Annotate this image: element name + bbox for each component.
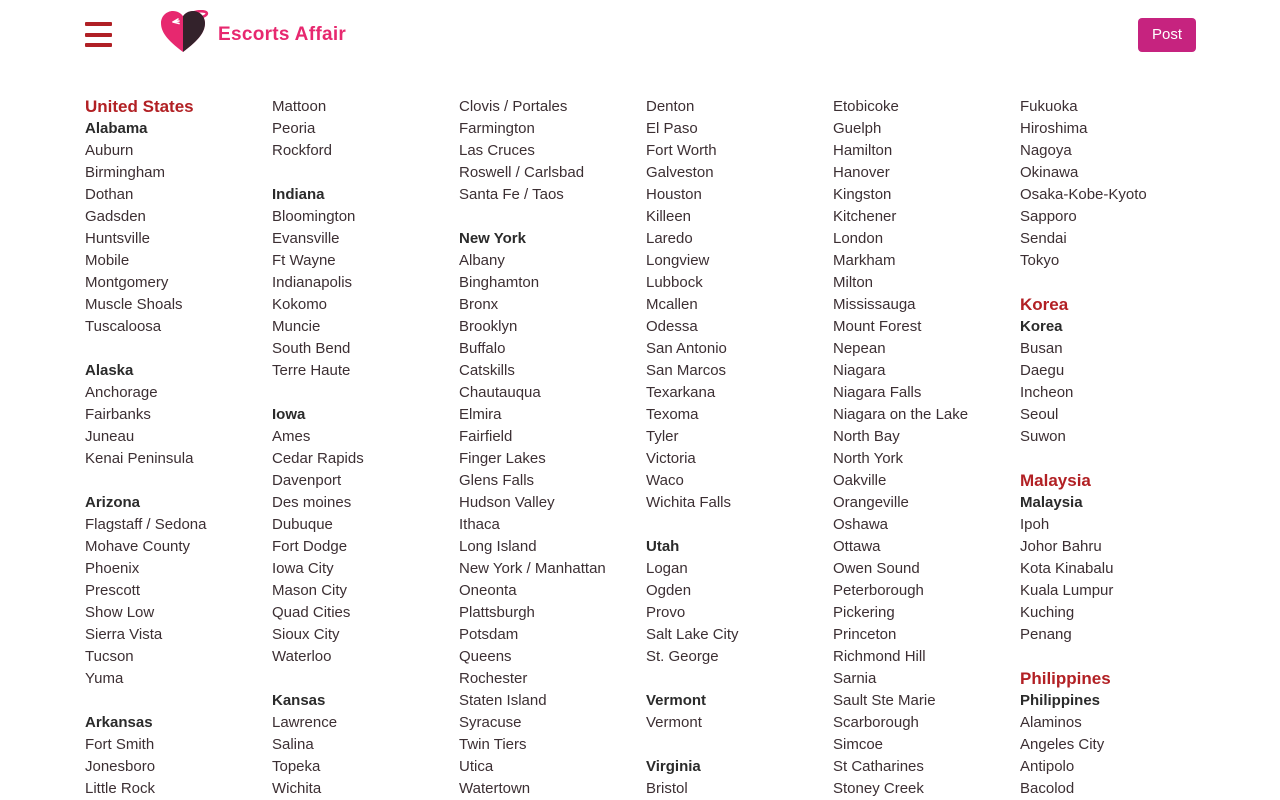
city-link[interactable]: Daegu: [1020, 362, 1065, 379]
city-link[interactable]: Dothan: [85, 186, 134, 203]
directory-column: [1020, 96, 1207, 800]
city-link[interactable]: Oshawa: [833, 516, 889, 533]
city-link[interactable]: Watertown: [459, 780, 531, 797]
city-link[interactable]: Fukuoka: [1020, 98, 1078, 115]
city-link[interactable]: Yuma: [85, 670, 124, 687]
city-link[interactable]: Catskills: [459, 362, 515, 379]
city-link[interactable]: Fort Worth: [646, 142, 717, 159]
city-link[interactable]: Hanover: [833, 164, 890, 181]
city-link[interactable]: Iowa City: [272, 560, 334, 577]
city-link[interactable]: Peoria: [272, 120, 316, 137]
city-link[interactable]: Binghamton: [459, 274, 540, 291]
city-link[interactable]: Fairfield: [459, 428, 513, 445]
city-link[interactable]: Birmingham: [85, 164, 166, 181]
city-link[interactable]: Dubuque: [272, 516, 333, 533]
city-link[interactable]: Ames: [272, 428, 311, 445]
city-link[interactable]: Hiroshima: [1020, 120, 1088, 137]
city-link[interactable]: Fairbanks: [85, 406, 151, 423]
city-link[interactable]: St. George: [646, 648, 719, 665]
city-link[interactable]: Muscle Shoals: [85, 296, 183, 313]
city-link[interactable]: Davenport: [272, 472, 342, 489]
city-link[interactable]: Kokomo: [272, 296, 328, 313]
directory-column: [833, 96, 1020, 800]
city-link[interactable]: Markham: [833, 252, 896, 269]
location-group: [646, 756, 833, 800]
location-group: [1020, 668, 1207, 800]
city-link[interactable]: Huntsville: [85, 230, 151, 247]
state-header-link[interactable]: Indiana: [272, 186, 325, 203]
city-link[interactable]: Sierra Vista: [85, 626, 163, 643]
state-header-link[interactable]: Malaysia: [1020, 494, 1083, 511]
city-link[interactable]: Elmira: [459, 406, 502, 423]
city-link[interactable]: Waterloo: [272, 648, 332, 665]
city-link[interactable]: Lubbock: [646, 274, 703, 291]
city-link[interactable]: Victoria: [646, 450, 696, 467]
state-header-link[interactable]: Utah: [646, 538, 680, 555]
city-link[interactable]: London: [833, 230, 884, 247]
city-link[interactable]: North Bay: [833, 428, 900, 445]
city-link[interactable]: Farmington: [459, 120, 535, 137]
location-group: [272, 184, 459, 382]
city-link[interactable]: Show Low: [85, 604, 155, 621]
city-link[interactable]: Provo: [646, 604, 686, 621]
city-link[interactable]: Oneonta: [459, 582, 517, 599]
city-link[interactable]: Mobile: [85, 252, 130, 269]
location-group: [833, 96, 1020, 800]
city-link[interactable]: Tyler: [646, 428, 679, 445]
city-link[interactable]: North York: [833, 450, 904, 467]
city-link[interactable]: Bacolod: [1020, 780, 1075, 797]
city-link[interactable]: Glens Falls: [459, 472, 535, 489]
state-header-link[interactable]: New York: [459, 230, 526, 247]
top-bar: [0, 0, 1280, 52]
city-link[interactable]: Logan: [646, 560, 688, 577]
city-link[interactable]: Cedar Rapids: [272, 450, 364, 467]
city-link[interactable]: Etobicoke: [833, 98, 899, 115]
country-header-link[interactable]: United States: [85, 97, 194, 116]
location-group: [459, 96, 646, 206]
city-link[interactable]: Fort Dodge: [272, 538, 348, 555]
city-link[interactable]: Killeen: [646, 208, 692, 225]
city-link[interactable]: Sarnia: [833, 670, 877, 687]
city-link[interactable]: Twin Tiers: [459, 736, 527, 753]
city-link[interactable]: El Paso: [646, 120, 698, 137]
city-link[interactable]: Tucson: [85, 648, 134, 665]
city-link[interactable]: Mohave County: [85, 538, 191, 555]
city-link[interactable]: Longview: [646, 252, 710, 269]
location-group: [85, 712, 272, 800]
city-link[interactable]: San Antonio: [646, 340, 727, 357]
city-link[interactable]: Mcallen: [646, 296, 698, 313]
location-group: [272, 404, 459, 668]
city-link[interactable]: Long Island: [459, 538, 537, 555]
city-link[interactable]: Sault Ste Marie: [833, 692, 936, 709]
city-link[interactable]: South Bend: [272, 340, 351, 357]
city-link[interactable]: Penang: [1020, 626, 1072, 643]
city-link[interactable]: Topeka: [272, 758, 321, 775]
city-link[interactable]: Potsdam: [459, 626, 519, 643]
city-link[interactable]: Scarborough: [833, 714, 919, 731]
city-link[interactable]: Des moines: [272, 494, 352, 511]
city-link[interactable]: Peterborough: [833, 582, 924, 599]
hamburger-icon[interactable]: [85, 22, 112, 47]
country-header-link[interactable]: Philippines: [1020, 669, 1111, 688]
city-link[interactable]: Laredo: [646, 230, 693, 247]
location-group: [646, 96, 833, 514]
location-group: [646, 536, 833, 668]
location-group: [1020, 96, 1207, 272]
city-link[interactable]: Ft Wayne: [272, 252, 336, 269]
city-link[interactable]: Ottawa: [833, 538, 881, 555]
city-link[interactable]: Bloomington: [272, 208, 356, 225]
city-link[interactable]: Little Rock: [85, 780, 156, 797]
city-link[interactable]: Prescott: [85, 582, 141, 599]
city-link[interactable]: Plattsburgh: [459, 604, 535, 621]
state-header-link[interactable]: Philippines: [1020, 692, 1101, 709]
city-link[interactable]: Niagara on the Lake: [833, 406, 969, 423]
city-link[interactable]: Simcoe: [833, 736, 884, 753]
city-link[interactable]: Las Cruces: [459, 142, 535, 159]
city-link[interactable]: Ogden: [646, 582, 692, 599]
main-content: [0, 52, 1280, 800]
location-group: [85, 360, 272, 470]
city-link[interactable]: Mattoon: [272, 98, 327, 115]
city-link[interactable]: Richmond Hill: [833, 648, 926, 665]
city-link[interactable]: Evansville: [272, 230, 340, 247]
brand-logo[interactable]: [159, 10, 346, 59]
city-link[interactable]: Kota Kinabalu: [1020, 560, 1114, 577]
city-link[interactable]: Lawrence: [272, 714, 338, 731]
location-group: [646, 690, 833, 734]
city-link[interactable]: Nepean: [833, 340, 886, 357]
location-group: [85, 96, 272, 338]
city-link[interactable]: Utica: [459, 758, 494, 775]
city-link[interactable]: Indianapolis: [272, 274, 353, 291]
city-link[interactable]: Alaminos: [1020, 714, 1082, 731]
city-link[interactable]: Houston: [646, 186, 702, 203]
country-header-link[interactable]: Malaysia: [1020, 471, 1091, 490]
city-link[interactable]: Quad Cities: [272, 604, 351, 621]
country-header-link[interactable]: Korea: [1020, 295, 1069, 314]
state-header-link[interactable]: Vermont: [646, 692, 707, 709]
city-link[interactable]: Muncie: [272, 318, 321, 335]
city-link[interactable]: Jonesboro: [85, 758, 156, 775]
city-link[interactable]: Galveston: [646, 164, 714, 181]
city-link[interactable]: Hamilton: [833, 142, 893, 159]
city-link[interactable]: San Marcos: [646, 362, 727, 379]
city-link[interactable]: Queens: [459, 648, 512, 665]
city-link[interactable]: Sapporo: [1020, 208, 1077, 225]
city-link[interactable]: Santa Fe / Taos: [459, 186, 564, 203]
city-link[interactable]: Rockford: [272, 142, 333, 159]
city-link[interactable]: Tokyo: [1020, 252, 1060, 269]
city-link[interactable]: Terre Haute: [272, 362, 351, 379]
state-header-link[interactable]: Arkansas: [85, 714, 153, 731]
city-link[interactable]: Tuscaloosa: [85, 318, 162, 335]
city-link[interactable]: Johor Bahru: [1020, 538, 1102, 555]
city-link[interactable]: Brooklyn: [459, 318, 518, 335]
city-link[interactable]: Orangeville: [833, 494, 909, 511]
city-link[interactable]: Juneau: [85, 428, 135, 445]
city-link[interactable]: Nagoya: [1020, 142, 1072, 159]
city-link[interactable]: Syracuse: [459, 714, 522, 731]
city-link[interactable]: Ipoh: [1020, 516, 1050, 533]
city-link[interactable]: Waco: [646, 472, 684, 489]
city-link[interactable]: Incheon: [1020, 384, 1074, 401]
city-link[interactable]: Wichita Falls: [646, 494, 732, 511]
city-link[interactable]: Roswell / Carlsbad: [459, 164, 585, 181]
city-link[interactable]: Kuala Lumpur: [1020, 582, 1114, 599]
hamburger-bar: [85, 33, 112, 37]
city-link[interactable]: Niagara Falls: [833, 384, 922, 401]
location-group: [459, 228, 646, 800]
city-link[interactable]: Denton: [646, 98, 695, 115]
city-link[interactable]: Kitchener: [833, 208, 897, 225]
state-header-link[interactable]: Korea: [1020, 318, 1063, 335]
directory-column: [272, 96, 459, 800]
city-link[interactable]: Bronx: [459, 296, 499, 313]
directory-column: [459, 96, 646, 800]
hamburger-bar: [85, 43, 112, 47]
state-header-link[interactable]: Virginia: [646, 758, 701, 775]
city-link[interactable]: Niagara: [833, 362, 886, 379]
state-header-link[interactable]: Iowa: [272, 406, 306, 423]
city-link[interactable]: Bristol: [646, 780, 688, 797]
state-header-link[interactable]: Arizona: [85, 494, 141, 511]
city-link[interactable]: Seoul: [1020, 406, 1059, 423]
city-link[interactable]: Rochester: [459, 670, 528, 687]
state-header-link[interactable]: Alaska: [85, 362, 134, 379]
city-link[interactable]: Hudson Valley: [459, 494, 555, 511]
city-link[interactable]: Milton: [833, 274, 874, 291]
city-link[interactable]: St Catharines: [833, 758, 924, 775]
city-link[interactable]: Salt Lake City: [646, 626, 739, 643]
city-link[interactable]: Sioux City: [272, 626, 340, 643]
city-link[interactable]: Fort Smith: [85, 736, 155, 753]
city-link[interactable]: Owen Sound: [833, 560, 920, 577]
city-link[interactable]: Princeton: [833, 626, 897, 643]
city-link[interactable]: Flagstaff / Sedona: [85, 516, 207, 533]
city-link[interactable]: Suwon: [1020, 428, 1066, 445]
city-link[interactable]: Chautauqua: [459, 384, 541, 401]
directory-column: [85, 96, 272, 800]
city-link[interactable]: Gadsden: [85, 208, 146, 225]
heart-logo-icon: [159, 10, 211, 59]
location-group: [1020, 294, 1207, 448]
city-link[interactable]: Texarkana: [646, 384, 716, 401]
city-link[interactable]: Staten Island: [459, 692, 547, 709]
post-button[interactable]: Post: [1138, 18, 1196, 52]
city-link[interactable]: Ithaca: [459, 516, 500, 533]
city-link[interactable]: Angeles City: [1020, 736, 1105, 753]
city-link[interactable]: Oakville: [833, 472, 887, 489]
city-link[interactable]: Odessa: [646, 318, 698, 335]
city-link[interactable]: Mason City: [272, 582, 348, 599]
location-group: [272, 690, 459, 800]
city-link[interactable]: New York / Manhattan: [459, 560, 606, 577]
city-link[interactable]: Kuching: [1020, 604, 1075, 621]
city-link[interactable]: Mount Forest: [833, 318, 922, 335]
location-group: [85, 492, 272, 690]
directory-column: [646, 96, 833, 800]
city-link[interactable]: Kenai Peninsula: [85, 450, 194, 467]
city-link[interactable]: Busan: [1020, 340, 1063, 357]
city-link[interactable]: Albany: [459, 252, 505, 269]
city-link[interactable]: Phoenix: [85, 560, 140, 577]
city-link[interactable]: Salina: [272, 736, 314, 753]
city-link[interactable]: Auburn: [85, 142, 134, 159]
city-link[interactable]: Finger Lakes: [459, 450, 546, 467]
locations-directory: [85, 96, 1205, 800]
city-link[interactable]: Osaka-Kobe-Kyoto: [1020, 186, 1147, 203]
state-header-link[interactable]: Kansas: [272, 692, 326, 709]
city-link[interactable]: Antipolo: [1020, 758, 1075, 775]
city-link[interactable]: Okinawa: [1020, 164, 1079, 181]
city-link[interactable]: Texoma: [646, 406, 699, 423]
city-link[interactable]: Anchorage: [85, 384, 158, 401]
city-link[interactable]: Kingston: [833, 186, 892, 203]
city-link[interactable]: Clovis / Portales: [459, 98, 568, 115]
city-link[interactable]: Buffalo: [459, 340, 506, 357]
city-link[interactable]: Pickering: [833, 604, 895, 621]
hamburger-bar: [85, 22, 112, 26]
city-link[interactable]: Mississauga: [833, 296, 916, 313]
city-link[interactable]: Wichita: [272, 780, 322, 797]
city-link[interactable]: Montgomery: [85, 274, 169, 291]
city-link[interactable]: Stoney Creek: [833, 780, 924, 797]
state-header-link[interactable]: Alabama: [85, 120, 148, 137]
city-link[interactable]: Guelph: [833, 120, 882, 137]
brand-name: Escorts Affair: [218, 23, 347, 45]
city-link[interactable]: Sendai: [1020, 230, 1067, 247]
location-group: [1020, 470, 1207, 646]
location-group: [272, 96, 459, 162]
city-link[interactable]: Vermont: [646, 714, 702, 731]
